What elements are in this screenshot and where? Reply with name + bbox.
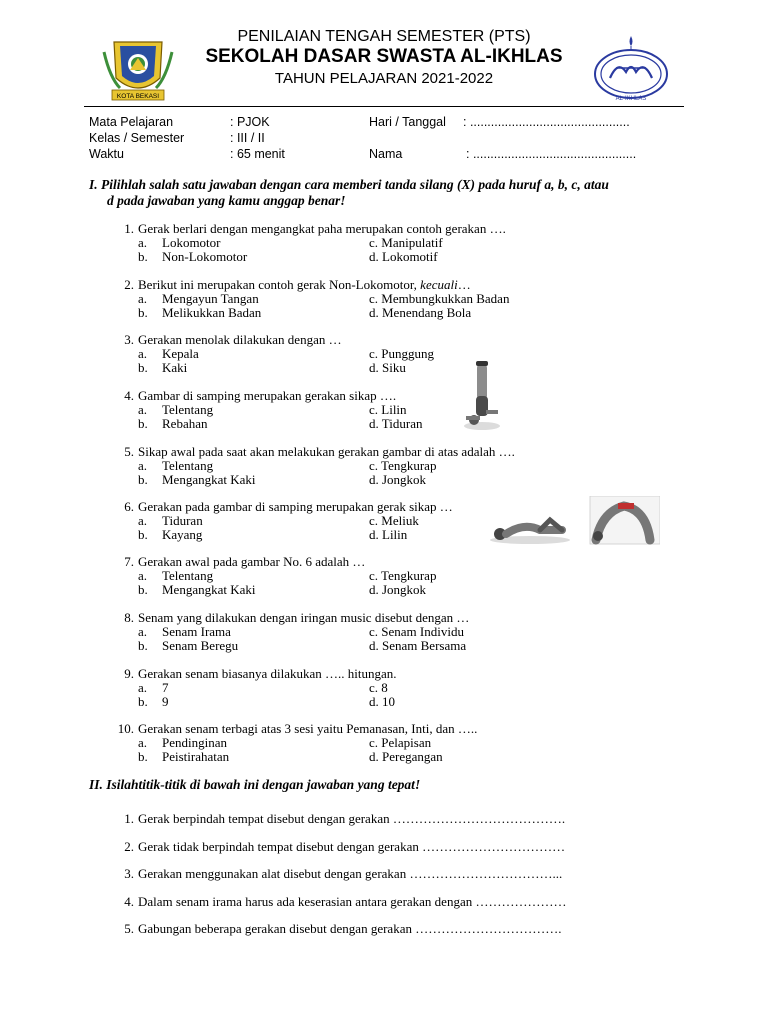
question-text-main: Berikut ini merupakan contoh gerak Non-Lokomotor, [138,277,421,292]
option-text: Non-Lokomotor [162,249,248,264]
option-c[interactable]: c. Meliuk [369,513,419,528]
subject-label: Mata Pelajaran [89,115,174,129]
essay-text: Gerak tidak berpindah tempat disebut dengan gerakan …………………………… [138,839,566,854]
subject-value: : PJOK [230,115,270,129]
option-letter: a. [138,624,148,639]
essay-question-5[interactable] [116,921,561,937]
option-d[interactable]: d. Siku [369,360,406,375]
essay-text: Gerakan menggunakan alat disebut dengan gerakan ……………………………... [138,866,563,881]
question-text-main: Gerakan senam biasanya dilakukan ….. hitungan. [138,666,397,681]
option-letter: a. [138,680,148,695]
option-text: Kepala [162,346,199,361]
question-number: 7. [124,554,134,569]
question-number: 3. [124,332,134,347]
question-text-emphasis: kecuali [420,277,458,292]
option-c[interactable]: c. Punggung [369,346,434,361]
option-text: Senam Beregu [162,638,239,653]
option-d[interactable]: d. Jongkok [369,582,427,597]
option-d[interactable]: d. Senam Bersama [369,638,467,653]
question-text [138,666,396,682]
essay-text: Gerak berpindah tempat disebut dengan gerakan …………………………………. [138,811,566,826]
option-c[interactable]: c. Membungkukkan Badan [369,291,510,306]
section-1-instruction [89,177,709,209]
question-number: 9. [124,666,134,681]
essay-question-3[interactable] [116,866,562,882]
option-letter: b. [138,360,148,375]
essay-text: Gabungan beberapa gerakan disebut dengan gerakan ……………………………. [138,921,562,936]
bridge-pose-illustration [490,496,660,546]
option-c[interactable]: c. Senam Individu [369,624,464,639]
city-crest-logo [100,38,176,104]
time-label: Waktu [89,147,124,161]
option-letter: a. [138,513,148,528]
question-text-main: Gerakan awal pada gambar No. 6 adalah … [138,554,366,569]
section-1-instruction-line1: I. Pilihlah salah satu jawaban dengan cara memberi tanda silang (X) pada huruf a, b, c, atau [89,177,609,192]
class-value: : III / II [230,131,265,145]
school-logo [588,34,674,104]
name-field[interactable]: : ............................................... [466,147,637,161]
option-d[interactable]: d. Lilin [369,527,408,542]
essay-number: 3. [124,866,134,881]
option-text: Tiduran [162,513,203,528]
question-text-main: Gerakan senam terbagi atas 3 sesi yaitu Pemanasan, Inti, dan ….. [138,721,478,736]
option-c[interactable]: c. Pelapisan [369,735,432,750]
school-year: TAHUN PELAJARAN 2021-2022 [274,70,494,87]
option-text: Kaki [162,360,188,375]
question-number: 2. [124,277,134,292]
option-letter: b. [138,305,148,320]
option-text: Telentang [162,458,214,473]
option-text: Telentang [162,402,214,417]
essay-question-4[interactable] [116,894,566,910]
option-c[interactable]: c. Manipulatif [369,235,443,250]
essay-text: Dalam senam irama harus ada keserasian antara gerakan dengan ………………… [138,894,567,909]
date-label: Hari / Tanggal [369,115,446,129]
option-d[interactable]: d. 10 [369,694,395,709]
option-c[interactable]: c. Tengkurap [369,458,437,473]
option-letter: b. [138,694,148,709]
question-text-main: Sikap awal pada saat akan melakukan gerakan gambar di atas adalah …. [138,444,515,459]
candle-pose-illustration [462,360,502,432]
option-text: Pendinginan [162,735,227,750]
option-c[interactable]: c. Tengkurap [369,568,437,583]
name-label: Nama [369,147,403,161]
question-text-suffix: … [457,277,471,292]
section-2-instruction: II. Isilahtitik-titik di bawah ini dengan jawaban yang tepat! [89,777,421,792]
question-number: 5. [124,444,134,459]
question-number: 8. [124,610,134,625]
option-letter: b. [138,472,148,487]
header-divider [84,106,684,107]
option-letter: b. [138,582,148,597]
option-letter: a. [138,458,148,473]
option-text: Mengayun Tangan [162,291,259,306]
option-letter: b. [138,416,148,431]
option-letter: b. [138,527,148,542]
option-text: Mengangkat Kaki [162,472,256,487]
question-text-main: Gerakan menolak dilakukan dengan … [138,332,342,347]
option-text: Peistirahatan [162,749,230,764]
option-letter: b. [138,749,148,764]
option-letter: a. [138,291,148,306]
option-text: Melikukkan Badan [162,305,262,320]
section-1-instruction-line2: d pada jawaban yang kamu anggap benar! [107,193,346,208]
question-number: 6. [124,499,134,514]
option-letter: a. [138,346,148,361]
question-number: 4. [124,388,134,403]
question-text-main: Gerakan pada gambar di samping merupakan gerak sikap … [138,499,453,514]
crest-banner-text: KOTA BEKASI [116,93,160,100]
option-c[interactable]: c. Lilin [369,402,407,417]
essay-question-2[interactable] [116,839,565,855]
essay-question-1[interactable] [116,811,565,827]
option-d[interactable]: d. Peregangan [369,749,443,764]
time-value: : 65 menit [230,147,285,161]
option-d[interactable]: d. Lokomotif [369,249,438,264]
option-letter: b. [138,249,148,264]
essay-number: 4. [124,894,134,909]
option-text: 7 [162,680,169,695]
essay-number: 1. [124,811,134,826]
option-text: Senam Irama [162,624,231,639]
option-text: Lokomotor [162,235,221,250]
question-number: 10. [117,721,134,736]
option-text: Mengangkat Kaki [162,582,256,597]
question-number: 1. [124,221,134,236]
option-letter: a. [138,235,148,250]
option-text: 9 [162,694,169,709]
date-field[interactable]: : .............................................. [463,115,630,129]
option-letter: a. [138,568,148,583]
option-text: Telentang [162,568,214,583]
option-text: Rebahan [162,416,208,431]
question-text-main: Senam yang dilakukan dengan iringan music disebut dengan … [138,610,470,625]
question-text-main: Gerak berlari dengan mengangkat paha merupakan contoh gerakan …. [138,221,506,236]
option-d[interactable]: d. Jongkok [369,472,427,487]
class-label: Kelas / Semester [89,131,185,145]
question-text-main: Gambar di samping merupakan gerakan sikap …. [138,388,397,403]
option-letter: a. [138,735,148,750]
option-text: Kayang [162,527,203,542]
school-logo-text: AL-IKHLAS [615,96,647,102]
school-name: SEKOLAH DASAR SWASTA AL-IKHLAS [205,46,563,67]
exam-title: PENILAIAN TENGAH SEMESTER (PTS) [237,28,531,45]
essay-number: 2. [124,839,134,854]
option-letter: b. [138,638,148,653]
option-letter: a. [138,402,148,417]
option-d[interactable]: d. Menendang Bola [369,305,472,320]
option-d[interactable]: d. Tiduran [369,416,423,431]
essay-number: 5. [124,921,134,936]
option-c[interactable]: c. 8 [369,680,388,695]
